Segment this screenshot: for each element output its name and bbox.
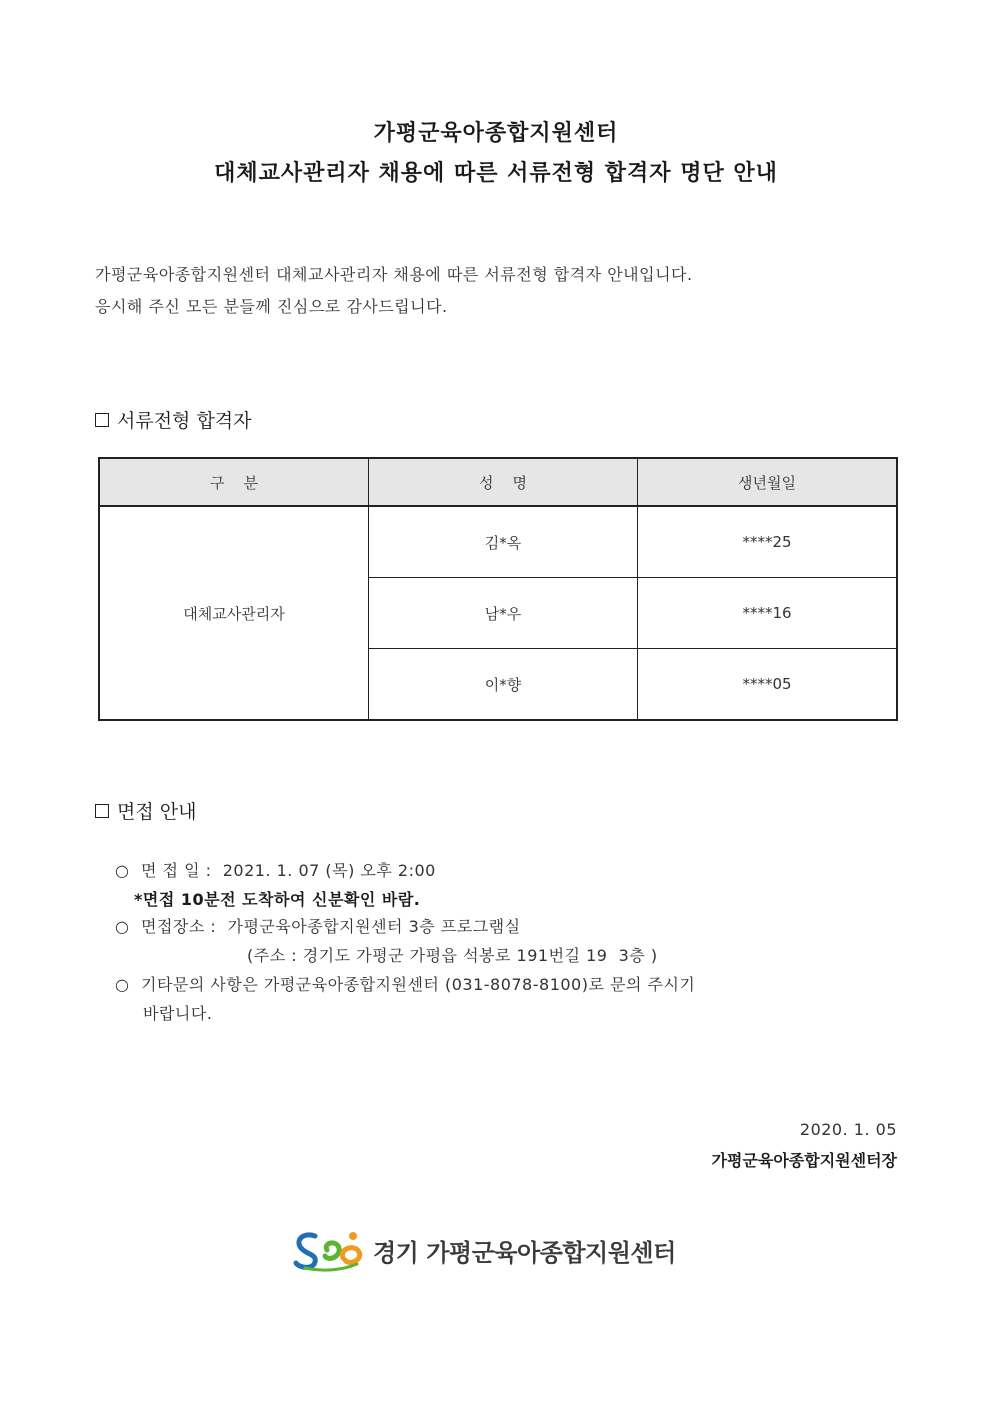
- intro-line2: 응시해 주신 모든 분들께 진심으로 감사드립니다.: [95, 297, 448, 316]
- footer-logo: [293, 1228, 676, 1272]
- section-heading-interview: [95, 797, 196, 824]
- name-cell: 남*우: [369, 578, 638, 649]
- interview-date-note: *면접 10분전 도착하여 신분확인 바람.: [134, 890, 421, 909]
- table-header-row: [99, 458, 897, 506]
- results-table: [98, 457, 898, 721]
- interview-address: (주소 : 경기도 가평군 가평읍 석봉로 191번길 19 3층 ): [247, 946, 658, 965]
- inquiry-line: [115, 972, 695, 995]
- name-cell: 이*향: [369, 649, 638, 721]
- interview-place-line: [115, 914, 521, 937]
- interview-place-label: 면접장소 :: [141, 917, 217, 936]
- section-heading-results-label: 서류전형 합격자: [117, 410, 252, 432]
- center-logo-icon: [293, 1228, 365, 1272]
- birthdate-cell: ****16: [638, 578, 898, 649]
- document-signer: 가평군육아종합지원센터장: [711, 1151, 897, 1170]
- header-birthdate: 생년월일: [638, 458, 898, 506]
- birthdate-cell: ****05: [638, 649, 898, 721]
- section-heading-interview-label: 면접 안내: [117, 801, 197, 823]
- name-cell: 김*옥: [369, 506, 638, 578]
- header-name: 성 명: [369, 458, 638, 506]
- checkbox-square-icon: [95, 413, 109, 427]
- birthdate-cell: ****25: [638, 506, 898, 578]
- document-date: 2020. 1. 05: [799, 1120, 897, 1139]
- document-title-line2: 대체교사관리자 채용에 따른 서류전형 합격자 명단 안내: [214, 161, 778, 186]
- intro-line1: 가평군육아종합지원센터 대체교사관리자 채용에 따른 서류전형 합격자 안내입니다.: [95, 265, 693, 284]
- interview-date-label: 면 접 일 :: [141, 861, 212, 880]
- bullet-icon: ○: [115, 975, 130, 994]
- footer-center-name: 경기 가평군육아종합지원센터: [373, 1238, 676, 1267]
- category-cell: 대체교사관리자: [99, 506, 369, 720]
- inquiry-line2: 바랍니다.: [143, 1004, 213, 1023]
- header-category: 구 분: [99, 458, 369, 506]
- section-heading-results: [95, 406, 252, 433]
- checkbox-square-icon: [95, 804, 109, 818]
- inquiry-text: 기타문의 사항은 가평군육아종합지원센터 (031-8078-8100)로 문의 주시기: [141, 975, 696, 994]
- document-title-line1: 가평군육아종합지원센터: [373, 121, 619, 146]
- interview-place-value: 가평군육아종합지원센터 3층 프로그램실: [227, 917, 521, 936]
- bullet-icon: ○: [115, 861, 130, 880]
- interview-date-value: 2021. 1. 07 (목) 오후 2:00: [222, 861, 436, 880]
- table-row: [99, 506, 897, 578]
- bullet-icon: ○: [115, 917, 130, 936]
- interview-date-line: [115, 858, 436, 881]
